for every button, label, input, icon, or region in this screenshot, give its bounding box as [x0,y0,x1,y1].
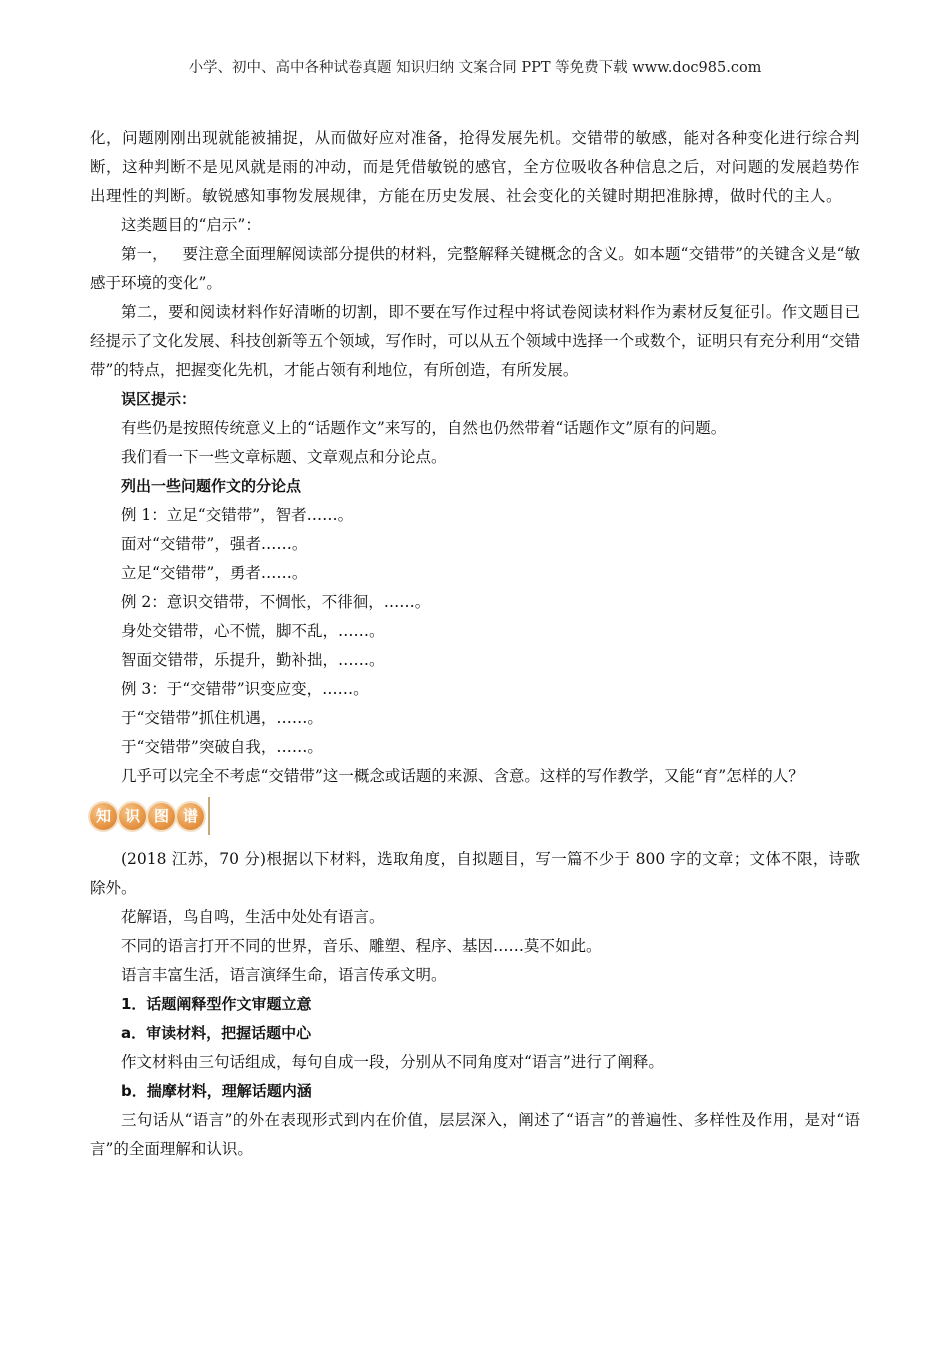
intro-paragraph: 化，问题刚刚出现就能被捕捉，从而做好应对准备，抢得发展先机。交错带的敏感，能对各种变化进行综合判断，这种判断不是见风就是雨的冲动，而是凭借敏锐的感官，全方位吸收各种信息之后，对问题的发展趋势作出理性的判断。敏锐感知事物发展规律，方能在历史发展、社会变化的关键时期把准脉搏，做时代的主人。 [90,129,860,205]
badge-char: 图 [148,803,175,830]
wuqu-paragraph-1: 有些仍是按照传统意义上的“话题作文”来写的，自然也仍然带着“话题作文”原有的问题。 [121,419,727,437]
section-heading-1: 1．话题阐释型作文审题立意 [121,995,312,1013]
material-line: 花解语，鸟自鸣，生活中处处有语言。 [121,908,385,926]
page-header: 小学、初中、高中各种试卷真题 知识归纳 文案合同 PPT 等免费下载 www.doc985.com [188,60,762,76]
badge-char: 识 [119,803,146,830]
example-line: 例 3：于“交错带”识变应变，……。 [121,680,369,698]
example-line: 身处交错带，心不慌，脚不乱，……。 [121,622,385,640]
example-line: 立足“交错带”，勇者……。 [121,564,308,582]
section-paragraph-a: 作文材料由三句话组成，每句自成一段，分别从不同角度对“语言”进行了阐释。 [121,1053,664,1071]
second-point: 第二，要和阅读材料作好清晰的切割，即不要在写作过程中将试卷阅读材料作为素材反复征引。作文题目已经提示了文化发展、科技创新等五个领域，写作时，可以从五个领域中选择一个或数个，证明只有充分利用“交错带”的特点，把握变化先机，才能占领有利地位，有所创造，有所发展。 [90,303,860,379]
example-line: 于“交错带”抓住机遇，……。 [121,709,323,727]
qishi-title: 这类题目的“启示”： [121,216,261,234]
example-line: 于“交错带”突破自我，……。 [121,738,323,756]
wuqu-paragraph-2: 我们看一下一些文章标题、文章观点和分论点。 [121,448,447,466]
wuqu-title: 误区提示： [121,390,197,408]
badge-char: 谱 [177,803,204,830]
first-point: 第一， 要注意全面理解阅读部分提供的材料，完整解释关键概念的含义。如本题“交错带”的关键含义是“敏感于环境的变化”。 [90,245,860,292]
material-line: 不同的语言打开不同的世界，音乐、雕塑、程序、基因……莫不如此。 [121,937,602,955]
example-line: 面对“交错带”，强者……。 [121,535,308,553]
material-line: 语言丰富生活，语言演绎生命，语言传承文明。 [121,966,447,984]
section-heading-a: a．审读材料，把握话题中心 [121,1024,312,1042]
list-title: 列出一些问题作文的分论点 [121,477,302,495]
badge-chars [90,797,208,835]
example-line: 智面交错带，乐提升，勤补拙，……。 [121,651,385,669]
section-heading-b: b．揣摩材料，理解话题内涵 [121,1082,312,1100]
knowledge-map-badge [90,793,860,841]
conclusion-paragraph: 几乎可以完全不考虑“交错带”这一概念或话题的来源、含意。这样的写作教学，又能“育”怎样的人？ [121,767,804,785]
section-paragraph-b: 三句话从“语言”的外在表现形式到内在价值，层层深入，阐述了“语言”的普遍性、多样性及作用，是对“语言”的全面理解和认识。 [90,1111,860,1158]
example-line: 例 1：立足“交错带”，智者……。 [121,506,354,524]
badge-divider [208,797,210,835]
example-line: 例 2：意识交错带，不惆怅，不徘徊，……。 [121,593,431,611]
document-body [90,124,860,1164]
exam-prompt: (2018 江苏，70 分)根据以下材料，选取角度，自拟题目，写一篇不少于 800 字的文章；文体不限，诗歌除外。 [90,850,860,897]
badge-char: 知 [90,803,117,830]
